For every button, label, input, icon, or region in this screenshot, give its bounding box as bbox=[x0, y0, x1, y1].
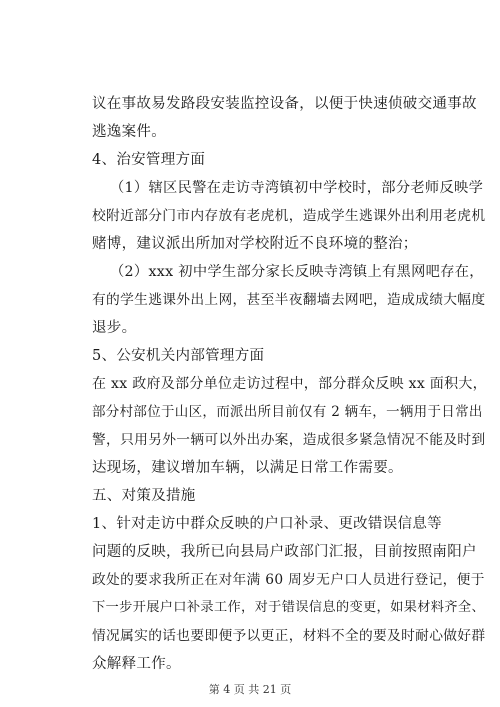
body-text-line: 众解释工作。 bbox=[92, 656, 181, 672]
body-text-line: 下一步开展户口补录工作，对于错误信息的变更，如果材料齐全、 bbox=[92, 600, 485, 615]
section-heading: 5、公安机关内部管理方面 bbox=[92, 348, 265, 364]
body-text-line: 议在事故易发路段安装监控设备，以便于快速侦破交通事故 bbox=[92, 96, 477, 112]
body-text-line: 有的学生逃课外出上网，甚至半夜翻墙去网吧，造成成绩大幅度 bbox=[92, 292, 486, 308]
body-text-line: 情况属实的话也要即便予以更正，材料不全的要及时耐心做好群 bbox=[92, 628, 486, 644]
body-text-line: 达现场，建议增加车辆，以满足日常工作需要。 bbox=[92, 460, 403, 476]
body-text-line: （1）辖区民警在走访寺湾镇初中学校时，部分老师反映学 bbox=[110, 180, 484, 196]
body-text-line: 退步。 bbox=[92, 320, 137, 336]
page-number-footer: 第 4 页 共 21 页 bbox=[208, 683, 292, 696]
section-heading: 4、治安管理方面 bbox=[92, 152, 206, 168]
body-text-line: 逃逸案件。 bbox=[92, 124, 166, 140]
section-heading: 五、对策及措施 bbox=[92, 488, 196, 504]
body-text-line: 在 xx 政府及部分单位走访过程中，部分群众反映 xx 面积大， bbox=[92, 376, 487, 392]
body-text-line: 赌博，建议派出所加对学校附近不良环境的整治； bbox=[92, 236, 418, 252]
body-text-line: （2）xxx 初中学生部分家长反映寺湾镇上有黑网吧存在， bbox=[110, 264, 484, 280]
section-heading: 1、针对走访中群众反映的户口补录、更改错误信息等 bbox=[92, 516, 442, 532]
body-text-line: 部分村部位于山区，而派出所目前仅有 2 辆车，一辆用于日常出 bbox=[92, 404, 483, 420]
body-text-line: 政处的要求我所正在对年满 60 周岁无户口人员进行登记，便于 bbox=[92, 572, 485, 588]
body-text-line: 校附近部分门市内存放有老虎机，造成学生逃课外出利用老虎机 bbox=[92, 208, 486, 224]
body-text-line: 问题的反映，我所已向县局户政部门汇报，目前按照南阳户 bbox=[92, 544, 477, 560]
body-text-line: 警，只用另外一辆可以外出办案，造成很多紧急情况不能及时到 bbox=[92, 432, 486, 448]
